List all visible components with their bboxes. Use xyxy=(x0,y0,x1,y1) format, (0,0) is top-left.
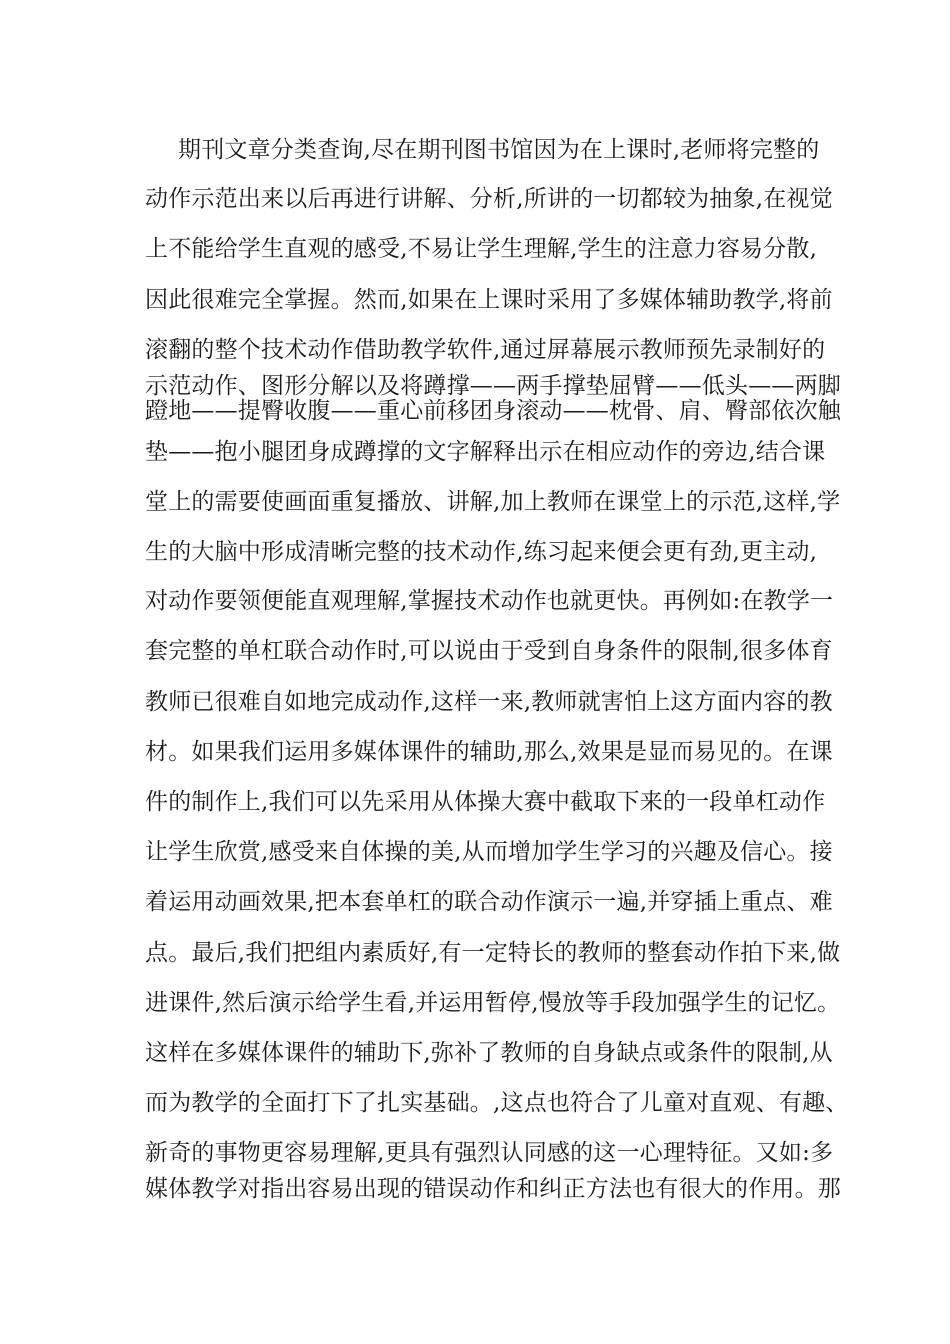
paragraph-line: 新奇的事物更容易理解,更具有强烈认同感的这一心理特征。又如:多 xyxy=(145,1140,834,1166)
paragraph-line: 因此很难完全掌握。然而,如果在上课时采用了多媒体辅助教学,将前 xyxy=(145,287,833,313)
paragraph-line: 进课件,然后演示给学生看,并运用暂停,慢放等手段加强学生的记忆。 xyxy=(145,990,841,1016)
paragraph-line: 套完整的单杠联合动作时,可以说由于受到自身条件的限制,很多体育 xyxy=(145,638,833,664)
paragraph-line: 材。如果我们运用多媒体课件的辅助,那么,效果是显而易见的。在课 xyxy=(145,739,833,765)
paragraph-line: 期刊文章分类查询,尽在期刊图书馆因为在上课时,老师将完整的 xyxy=(178,137,820,163)
paragraph-line: 上不能给学生直观的感受,不易让学生理解,学生的注意力容易分散, xyxy=(145,236,818,262)
paragraph-line: 对动作要领便能直观理解,掌握技术动作也就更快。再例如:在教学一 xyxy=(145,588,834,614)
paragraph-line: 媒体教学对指出容易出现的错误动作和纠正方法也有很大的作用。那 xyxy=(145,1176,841,1202)
paragraph-line: 滚翻的整个技术动作借助教学软件,通过屏幕展示教师预先录制好的 xyxy=(145,337,826,363)
paragraph-line: 堂上的需要使画面重复播放、讲解,加上教师在课堂上的示范,这样,学 xyxy=(145,489,841,515)
paragraph-line: 让学生欣赏,感受来自体操的美,从而增加学生学习的兴趣及信心。接 xyxy=(145,839,833,865)
paragraph-line: 教师已很难自如地完成动作,这样一来,教师就害怕上这方面内容的教 xyxy=(145,689,833,715)
paragraph-line: 着运用动画效果,把本套单杠的联合动作演示一遍,并穿插上重点、难 xyxy=(145,889,833,915)
paragraph-line: 这样在多媒体课件的辅助下,弥补了教师的自身缺点或条件的限制,从 xyxy=(145,1040,833,1066)
paragraph-line: 点。最后,我们把组内素质好,有一定特长的教师的整套动作拍下来,做 xyxy=(145,940,841,966)
paragraph-line: 而为教学的全面打下了扎实基础。,这点也符合了儿童对直观、有趣、 xyxy=(145,1090,849,1116)
paragraph-line: 件的制作上,我们可以先采用从体操大赛中截取下来的一段单杠动作 xyxy=(145,789,826,815)
paragraph-line: 动作示范出来以后再进行讲解、分析,所讲的一切都较为抽象,在视觉 xyxy=(145,186,833,212)
paragraph-line: 蹬地——提臀收腹——重心前移团身滚动——枕骨、肩、臀部依次触 xyxy=(145,398,841,424)
paragraph-line: 垫——抱小腿团身成蹲撑的文字解释出示在相应动作的旁边,结合课 xyxy=(145,439,826,465)
paragraph-line: 示范动作、图形分解以及将蹲撑——两手撑垫屈臂——低头——两脚 xyxy=(145,373,841,399)
paragraph-line: 生的大脑中形成清晰完整的技术动作,练习起来便会更有劲,更主动, xyxy=(145,539,818,565)
